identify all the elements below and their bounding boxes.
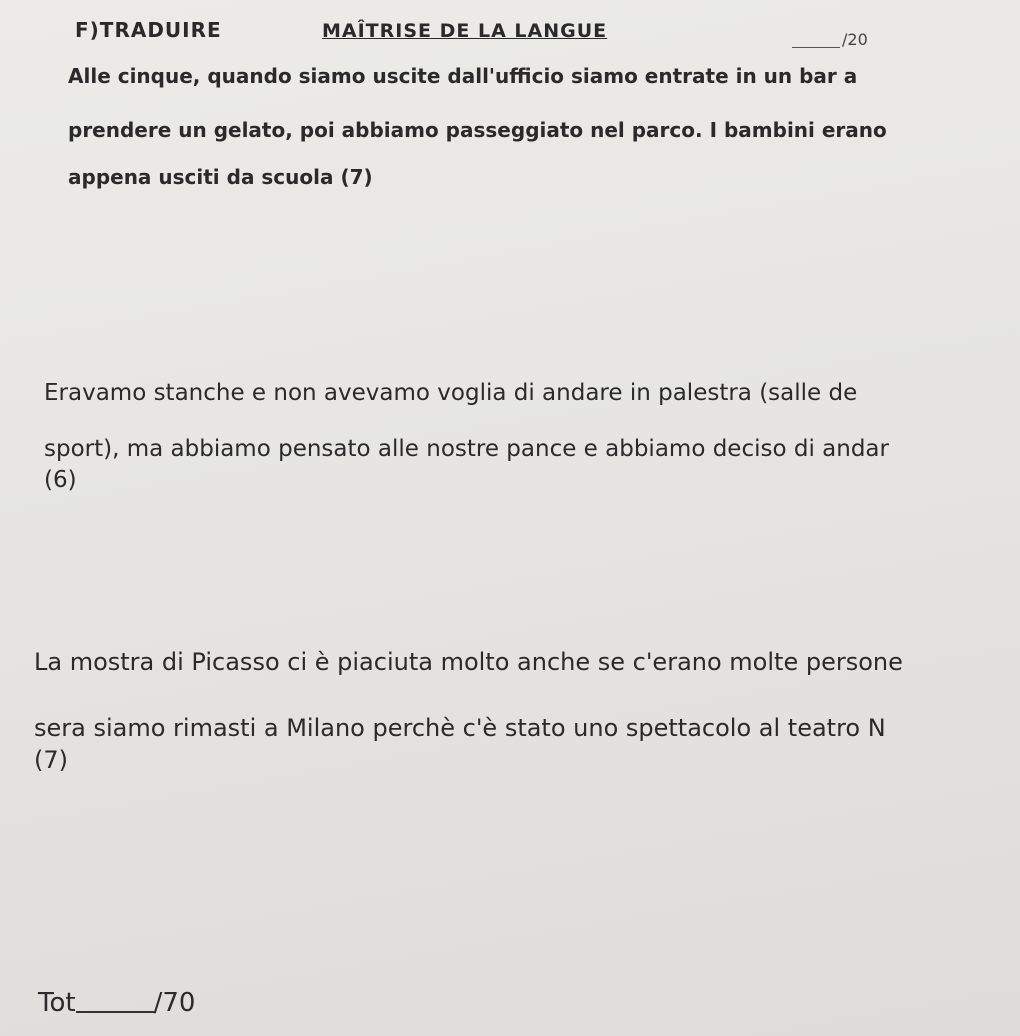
total-label: Tot	[38, 988, 76, 1018]
page-title: MAÎTRISE DE LA LANGUE	[322, 20, 608, 42]
total-blank	[76, 1011, 154, 1013]
section-score	[792, 30, 868, 49]
exercise1-line-1: Alle cinque, quando siamo uscite dall'ufficio siamo entrate in un bar a	[68, 64, 858, 88]
exercise2-line-1: Eravamo stanche e non avevamo voglia di andare in palestra (salle de	[44, 380, 858, 406]
score-blank	[792, 47, 840, 48]
exercise2-line-2: sport), ma abbiamo pensato alle nostre pance e abbiamo deciso di andar	[44, 436, 889, 462]
total-max: /70	[153, 988, 196, 1018]
section-heading: F)TRADUIRE	[75, 18, 222, 42]
exercise1-line-3: appena usciti da scuola (7)	[68, 165, 373, 189]
exercise2-line-3: (6)	[44, 467, 77, 493]
exercise3-line-1: La mostra di Picasso ci è piaciuta molto anche se c'erano molte persone	[34, 648, 903, 676]
score-max: /20	[842, 30, 868, 49]
exercise3-line-3: (7)	[34, 746, 68, 774]
total-score	[38, 988, 195, 1018]
exercise1-line-2: prendere un gelato, poi abbiamo passeggiato nel parco. I bambini erano	[68, 118, 887, 142]
exercise3-line-2: sera siamo rimasti a Milano perchè c'è stato uno spettacolo al teatro N	[34, 714, 886, 742]
